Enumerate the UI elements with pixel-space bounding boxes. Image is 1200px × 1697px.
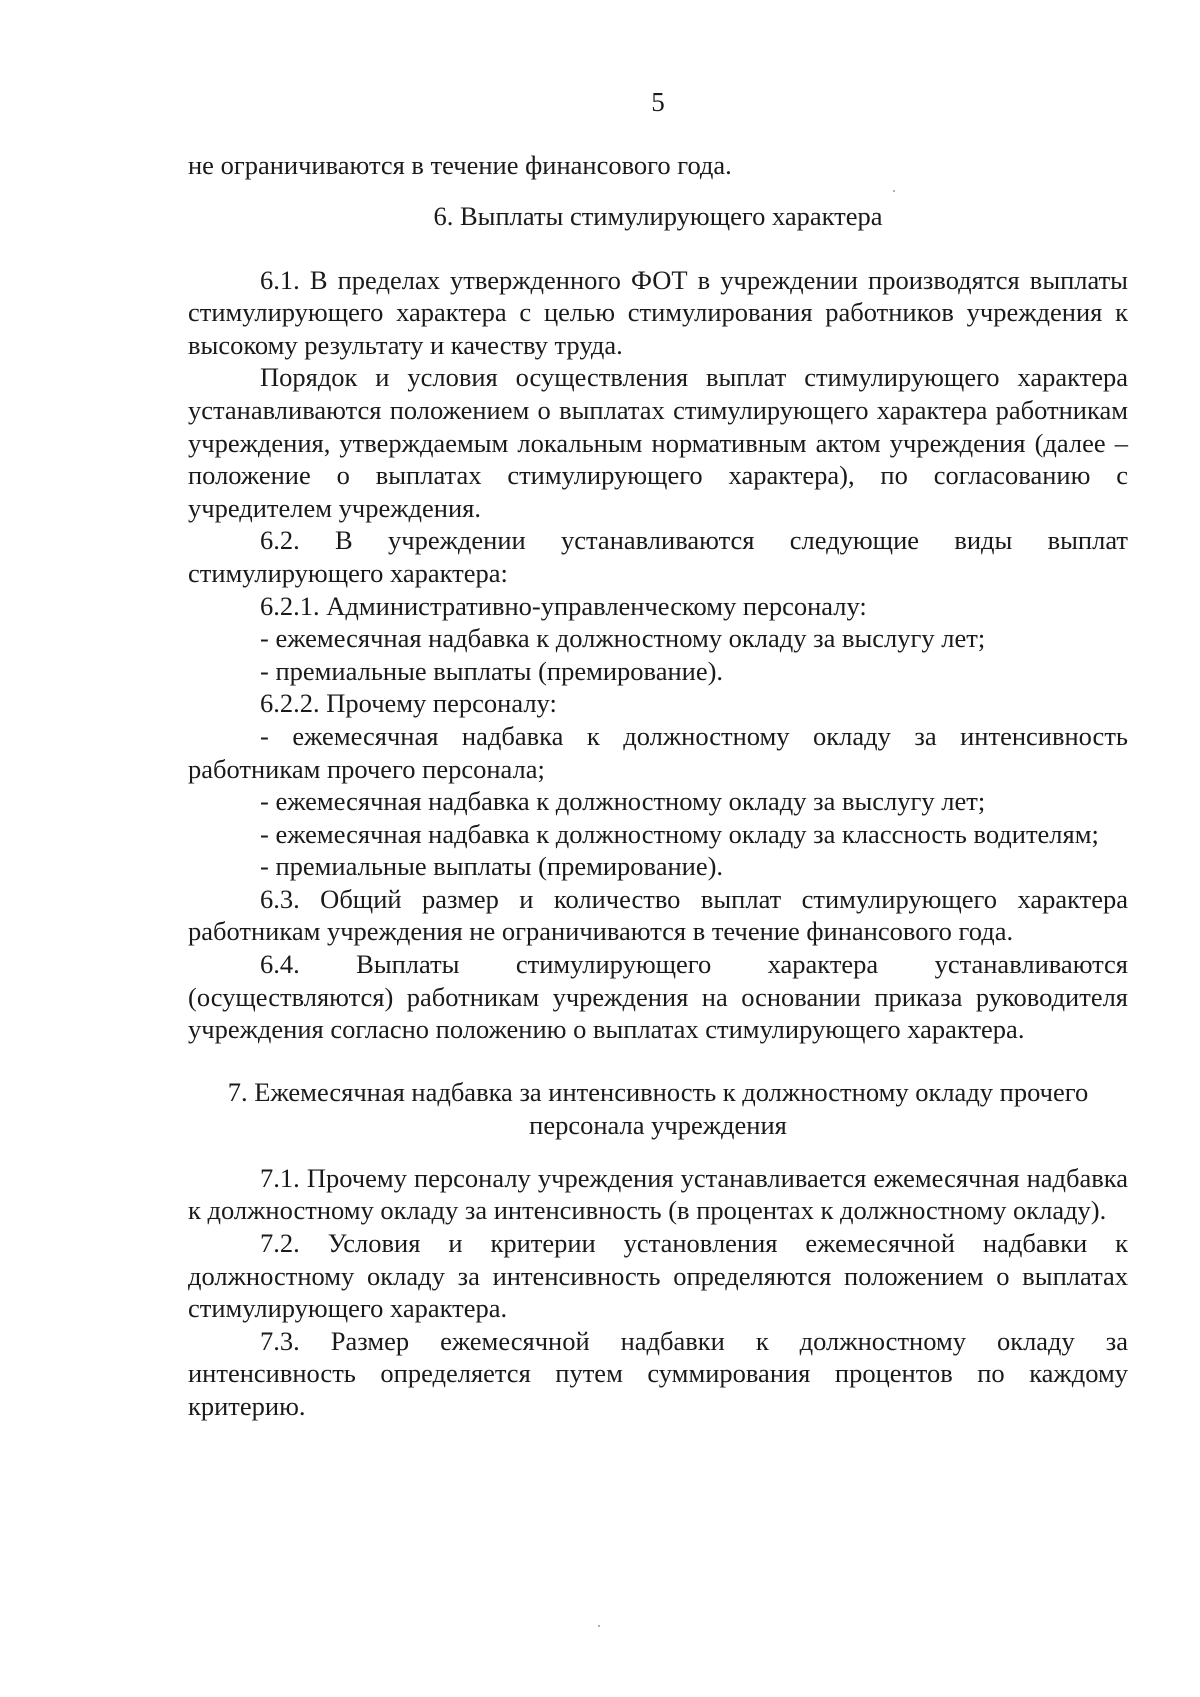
list-item: - премиальные выплаты (премирование). [260, 851, 724, 882]
paragraph-6-4: 6.4. Выплаты стимулирующего характера устанавливаются (осуществляются) работникам учреждения на основании приказа руководителя учреждения согласно положению о выплатах стимулирующего характера. [188, 949, 1128, 1045]
section-6-title: 6. Выплаты стимулирующего характера [433, 200, 883, 231]
paragraph-7-1: 7.1. Прочему персоналу учреждения устанавливается ежемесячная надбавка к должностному окладу за интенсивность (в процентах к должностному окладу). [188, 1162, 1128, 1226]
section-7-title-line-2: персонала учреждения [529, 1109, 787, 1140]
scan-speck [598, 1625, 600, 1627]
list-item: - ежемесячная надбавка к должностному окладу за выслугу лет; [260, 786, 986, 817]
continuation-text: не ограничиваются в течение финансового года. [188, 150, 732, 180]
paragraph-6-1: 6.1. В пределах утвержденного ФОТ в учреждении производятся выплаты стимулирующего характера с целью стимулирования работников учреждения к высокому результату и качеству труда. [188, 264, 1128, 360]
list-item: - ежемесячная надбавка к должностному окладу за классность водителям; [260, 818, 1099, 849]
paragraph-7-2: 7.2. Условия и критерии установления ежемесячной надбавки к должностному окладу за интенсивность определяются положением о выплатах стимулирующего характера. [188, 1228, 1128, 1324]
paragraph-order: Порядок и условия осуществления выплат стимулирующего характера устанавливаются положением о выплатах стимулирующего характера работникам учреждения, утверждаемым локальным нормативным актом учреждения (далее – положение о выплатах стимулирующего характера), по согласованию с учредителем учреждения. [188, 362, 1128, 523]
paragraph-6-2: 6.2. В учреждении устанавливаются следующие виды выплат стимулирующего характера: [188, 525, 1128, 588]
paragraph-6-3: 6.3. Общий размер и количество выплат стимулирующего характера работникам учреждения не ограничиваются в течение финансового года. [188, 883, 1128, 947]
document-page [188, 0, 1128, 1697]
paragraph-6-2-1: 6.2.1. Административно-управленческому персоналу: [260, 590, 867, 621]
document-body [188, 149, 1128, 1423]
scan-speck [893, 190, 895, 192]
section-7-title-line-1: 7. Ежемесячная надбавка за интенсивность к должностному окладу прочего [227, 1076, 1089, 1107]
paragraph-6-2-2: 6.2.2. Прочему персоналу: [260, 688, 557, 719]
list-item: - ежемесячная надбавка к должностному окладу за выслугу лет; [260, 623, 986, 654]
section-7-title [188, 1076, 1128, 1142]
list-item: - премиальные выплаты (премирование). [260, 655, 724, 686]
page-number: 5 [651, 87, 665, 117]
list-item: - ежемесячная надбавка к должностному окладу за интенсивность работникам прочего персонала; [188, 720, 1128, 784]
paragraph-7-3: 7.3. Размер ежемесячной надбавки к должностному окладу за интенсивность определяется путем суммирования процентов по каждому критерию. [188, 1325, 1128, 1421]
